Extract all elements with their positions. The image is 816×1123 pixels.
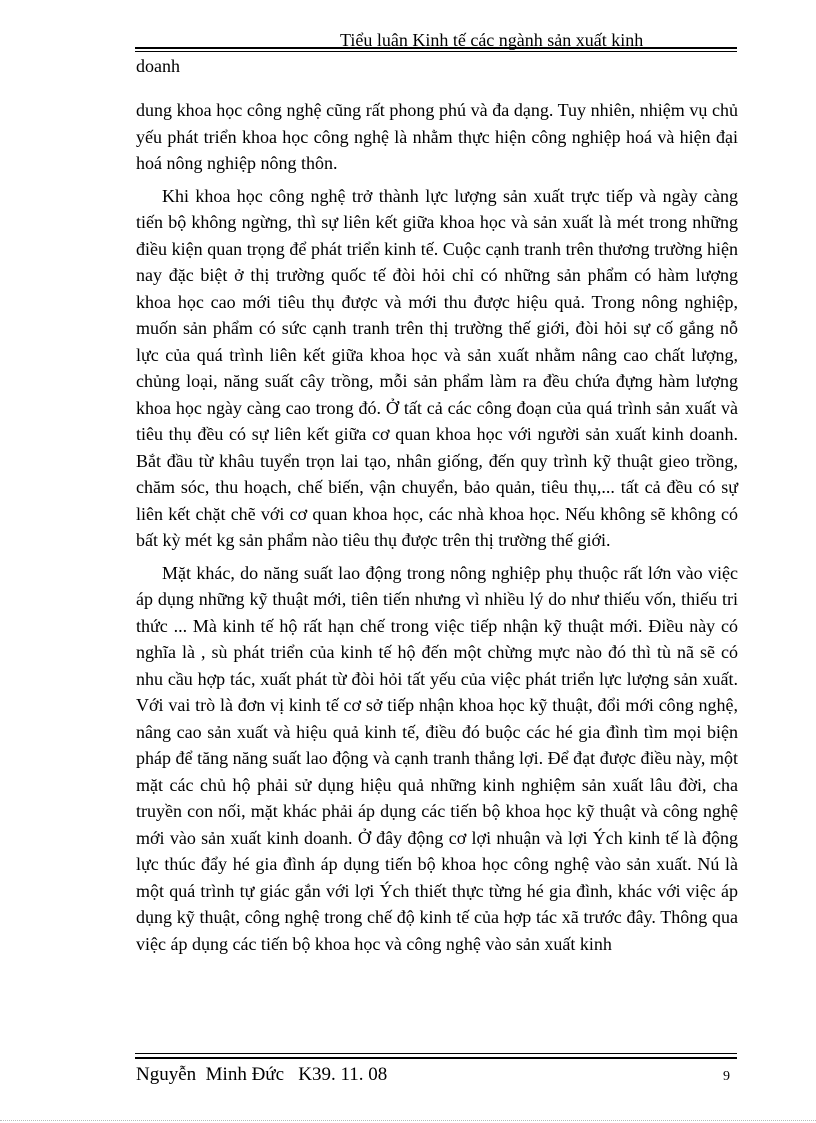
paragraph: Mặt khác, do năng suất lao động trong nông nghiệp phụ thuộc rất lớn vào việc áp dụng những kỹ thuật mới, tiên tiến nhưng vì nhiều lý do như thiếu vốn, thiếu tri thức ... Mà kinh tế hộ rất hạn chế trong việc tiếp nhận kỹ thuật mới. Điều này có nghĩa là , sù phát triển của kinh tế hộ đến một chừng mực nào đó thì tù nã sẽ có nhu cầu hợp tác, xuất phát từ đòi hỏi tất yếu của việc phát triển lực lượng sản xuất. Với vai trò là đơn vị kinh tế cơ sở tiếp nhận khoa học kỹ thuật, đổi mới công nghệ, nâng cao sản xuất và hiệu quả kinh tế, điều đó buộc các hé gia đình tìm mọi biện pháp để tăng năng suất lao động và cạnh tranh thắng lợi. Để đạt được điều này, một mặt các chủ hộ phải sử dụng hiệu quả những kinh nghiệm sản xuất lâu đời, cha truyền con nối, mặt khác phải áp dụng các tiến bộ khoa học kỹ thuật và công nghệ mới vào sản xuất kinh doanh. Ở đây động cơ lợi nhuận và lợi Ých kinh tế là động lực thúc đẩy hé gia đình áp dụng tiến bộ khoa học công nghệ vào sản xuất. Nú là một quá trình tự giác gắn với lợi Ých thiết thực từng hé gia đình, khác với việc áp dụng kỹ thuật, công nghệ trong chế độ kinh tế của hợp tác xã trước đây. Thông qua việc áp dụng các tiến bộ khoa học và công nghệ vào sản xuất kinh: [136, 562, 738, 954]
header-continuation: doanh: [136, 56, 180, 76]
document-body: [136, 97, 738, 963]
header-rule-bottom: [135, 51, 737, 52]
page-edge-divider: [0, 1120, 816, 1121]
footer-author: Nguyễn Minh Đức K39. 11. 08: [136, 1064, 388, 1085]
paragraph: Khi khoa học công nghệ trở thành lực lượng sản xuất trực tiếp và ngày càng tiến bộ không ngừng, thì sự liên kết giữa khoa học và sản xuất là mét trong những điều kiện quan trọng để phát triển kinh tế. Cuộc cạnh tranh trên thương trường hiện nay đặc biệt ở thị trường quốc tế đòi hỏi chỉ có những sản phẩm có hàm lượng khoa học cao mới tiêu thụ được và mới thu được hiệu quả. Trong nông nghiệp, muốn sản phẩm có sức cạnh tranh trên thị trường thế giới, đòi hỏi sự cố gắng nỗ lực của quá trình liên kết giữa khoa học và sản xuất nhằm nâng cao chất lượng, chủng loại, năng suất cây trồng, mỗi sản phẩm làm ra đều chứa đựng hàm lượng khoa học ngày càng cao trong đó. Ở tất cả các công đoạn của quá trình sản xuất và tiêu thụ đều có sự liên kết giữa cơ quan khoa học với người sản xuất kinh doanh. Bắt đầu từ khâu tuyển trọn lai tạo, nhân giống, đến quy trình kỹ thuật gieo trồng, chăm sóc, thu hoạch, chế biến, vận chuyển, bảo quản, tiêu thụ,... tất cả đều có sự liên kết chặt chẽ với cơ quan khoa học, các nhà khoa học. Nếu không sẽ không có bất kỳ mét kg sản phẩm nào tiêu thụ được trên thị trường thế giới.: [136, 185, 738, 550]
paragraph: dung khoa học công nghệ cũng rất phong phú và đa dạng. Tuy nhiên, nhiệm vụ chủ yếu phát triển khoa học công nghệ là nhằm thực hiện công nghiệp hoá và hiện đại hoá nông nghiệp nông thôn.: [136, 100, 738, 173]
header-rule-top: [135, 47, 737, 49]
page-number: 9: [723, 1069, 730, 1084]
header-title: Tiểu luận Kinh tế các ngành sản xuất kinh: [340, 30, 644, 50]
footer-rule-bottom: [135, 1057, 737, 1059]
footer-rule-top: [135, 1053, 737, 1054]
